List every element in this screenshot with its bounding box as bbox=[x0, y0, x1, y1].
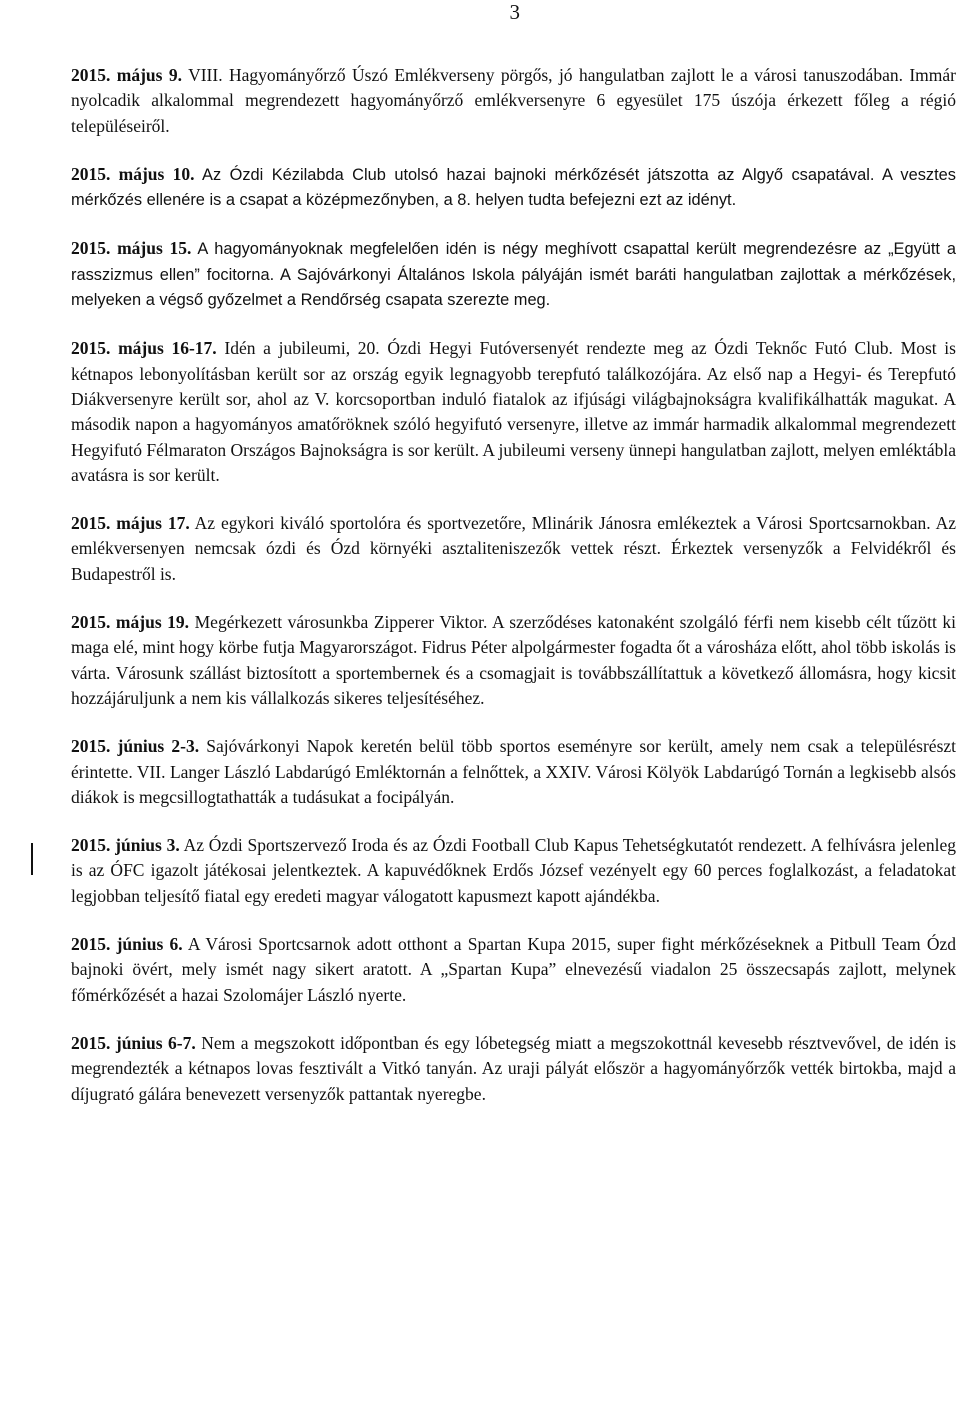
entry-date: 2015. május 16-17. bbox=[71, 338, 217, 359]
entry-text: Nem a megszokott időpontban és egy lóbetegség miatt a megszokottnál kevesebb résztvevővel, de idén is megrendezték a kétnapos lovas fesztivált a Vitkó tanyán. Az uraji pályát először a hagyományőrzők vették birtokba, majd a díjugrató gálára benevezett versenyzők pattantak nyeregbe. bbox=[71, 1032, 957, 1104]
entry-text: Megérkezett városunkba Zipperer Viktor. A szerződéses katonaként szolgáló férfi nem kisebb célt tűzött ki maga elé, mint hogy körbe futja Magyarországot. Fidrus Péter alpolgármester fogadta őt a városháza előtt, ahol több iskolás is várta. Városunk szállást biztosított a sportembernek és a csomagjait is továbbszállítattuk a következő állomásra, hogy kicsit hozzájáruljunk a nem kis vállalkozás sikeres teljesítéséhez. bbox=[71, 612, 956, 708]
entry-2015-06-03 bbox=[71, 833, 956, 909]
entry-text: Idén a jubileumi, 20. Ózdi Hegyi Futóversenyét rendezte meg az Ózdi Teknőc Futó Club. Most is kétnapos lebonyolításban került sor az ország egyik legnagyobb terepfutó találkozójára. Az első nap a Hegyi- és Terepfutó Diákversenyre került sor, ahol az V. korcsoportban induló fiatalok az ifjúsági világbajnokságra kvalifikálhatták magukat. A második napon a hagyományos amatőröknek szóló hegyifutó versenyre, illetve az immár harmadik alkalommal megrendezett Hegyifutó Félmaraton Országos Bajnokságra is sor került. A jubileumi verseny ünnepi hangulatban zajlott, melyen emléktábla avatásra is sor került. bbox=[71, 338, 956, 485]
entry-date: 2015. május 9. bbox=[71, 65, 182, 85]
entry-date: 2015. május 19. bbox=[71, 612, 190, 633]
news-chronicle bbox=[71, 63, 956, 1130]
entry-2015-05-16-17 bbox=[71, 336, 956, 488]
entry-text: Az Ózdi Kézilabda Club utolsó hazai bajnoki mérkőzését játszotta az Algyő csapatával. A vesztes mérkőzés ellenére is a csapat a középmezőnyben, a 8. helyen tudta befejezni ezt az idényt. bbox=[71, 165, 956, 210]
entry-date: 2015. május 17. bbox=[71, 513, 190, 534]
entry-2015-06-06 bbox=[71, 932, 956, 1008]
entry-text: VIII. Hagyományőrző Úszó Emlékverseny pörgős, jó hangulatban zajlott le a városi tanuszodában. Immár nyolcadik alkalommal megrendezett hagyományőrző emlékversenyre 6 egyesület 175 úszója érkezett főleg a régió településeiről. bbox=[71, 65, 957, 136]
entry-2015-05-15 bbox=[71, 236, 956, 313]
entry-text: A Városi Sportcsarnok adott otthont a Spartan Kupa 2015, super fight mérkőzéseknek a Pitbull Team Ózd bajnoki övért, mely ismét nagy sikert aratott. A „Spartan Kupa” elnevezésű viadalon 25 összecsapás zajlott, melynek főmérkőzését a hazai Szolomájer László nyerte. bbox=[71, 934, 957, 1005]
entry-2015-06-06-07 bbox=[71, 1031, 956, 1107]
entry-text: Sajóvárkonyi Napok keretén belül több sportos eseményre sor került, amely nem csak a településrészt érintette. VII. Langer László Labdarúgó Emléktornán a felnőttek, a XXIV. Városi Kölyök Labdarúgó Tornán a legkisebb alsós diákok is megcsillogtathatták a tudásukat a focipályán. bbox=[71, 736, 957, 807]
page-number: 3 bbox=[509, 0, 520, 24]
entry-date: 2015. május 15. bbox=[71, 238, 192, 259]
entry-2015-05-10 bbox=[71, 162, 956, 214]
entry-2015-05-09 bbox=[71, 63, 956, 139]
entry-date: 2015. június 3. bbox=[71, 835, 180, 856]
entry-date: 2015. június 6. bbox=[71, 934, 183, 955]
entry-date: 2015. június 2-3. bbox=[71, 736, 200, 757]
entry-text: Az Ózdi Sportszervező Iroda és az Ózdi Football Club Kapus Tehetségkutatót rendezett. A felhívásra jelenleg is az ÓFC igazolt játékosai jelentkeztek. A kapuvédőknek Erdős József vezényelt egy 60 perces foglalkozást, a feladatokat legjobban teljesítő fiatal egy eredeti magyar válogatott kapusmezt kapott ajándékba. bbox=[71, 835, 956, 906]
entry-2015-05-19 bbox=[71, 610, 956, 711]
entry-text: Az egykori kiváló sportolóra és sportvezetőre, Mlinárik Jánosra emlékeztek a Városi Sportcsarnokban. Az emlékversenyen nemcsak ózdi és Ózd környéki asztaliteniszezők vettek részt. Érkeztek versenyzők a Felvidékről és Budapestről is. bbox=[71, 513, 956, 584]
entry-2015-06-02-03 bbox=[71, 734, 956, 810]
revision-bar bbox=[31, 843, 33, 875]
entry-2015-05-17 bbox=[71, 511, 956, 587]
entry-date: 2015. június 6-7. bbox=[71, 1032, 196, 1053]
entry-text: A hagyományoknak megfelelően idén is négy meghívott csapattal került megrendezésre az „Együtt a rasszizmus ellen” focitorna. A Sajóvárkonyi Általános Iskola pályáján ismét baráti hangulatban zajlottak a mérkőzések, melyeken a végső győzelmet a Rendőrség csapata szerezte meg. bbox=[71, 240, 956, 310]
entry-date: 2015. május 10. bbox=[71, 163, 195, 184]
